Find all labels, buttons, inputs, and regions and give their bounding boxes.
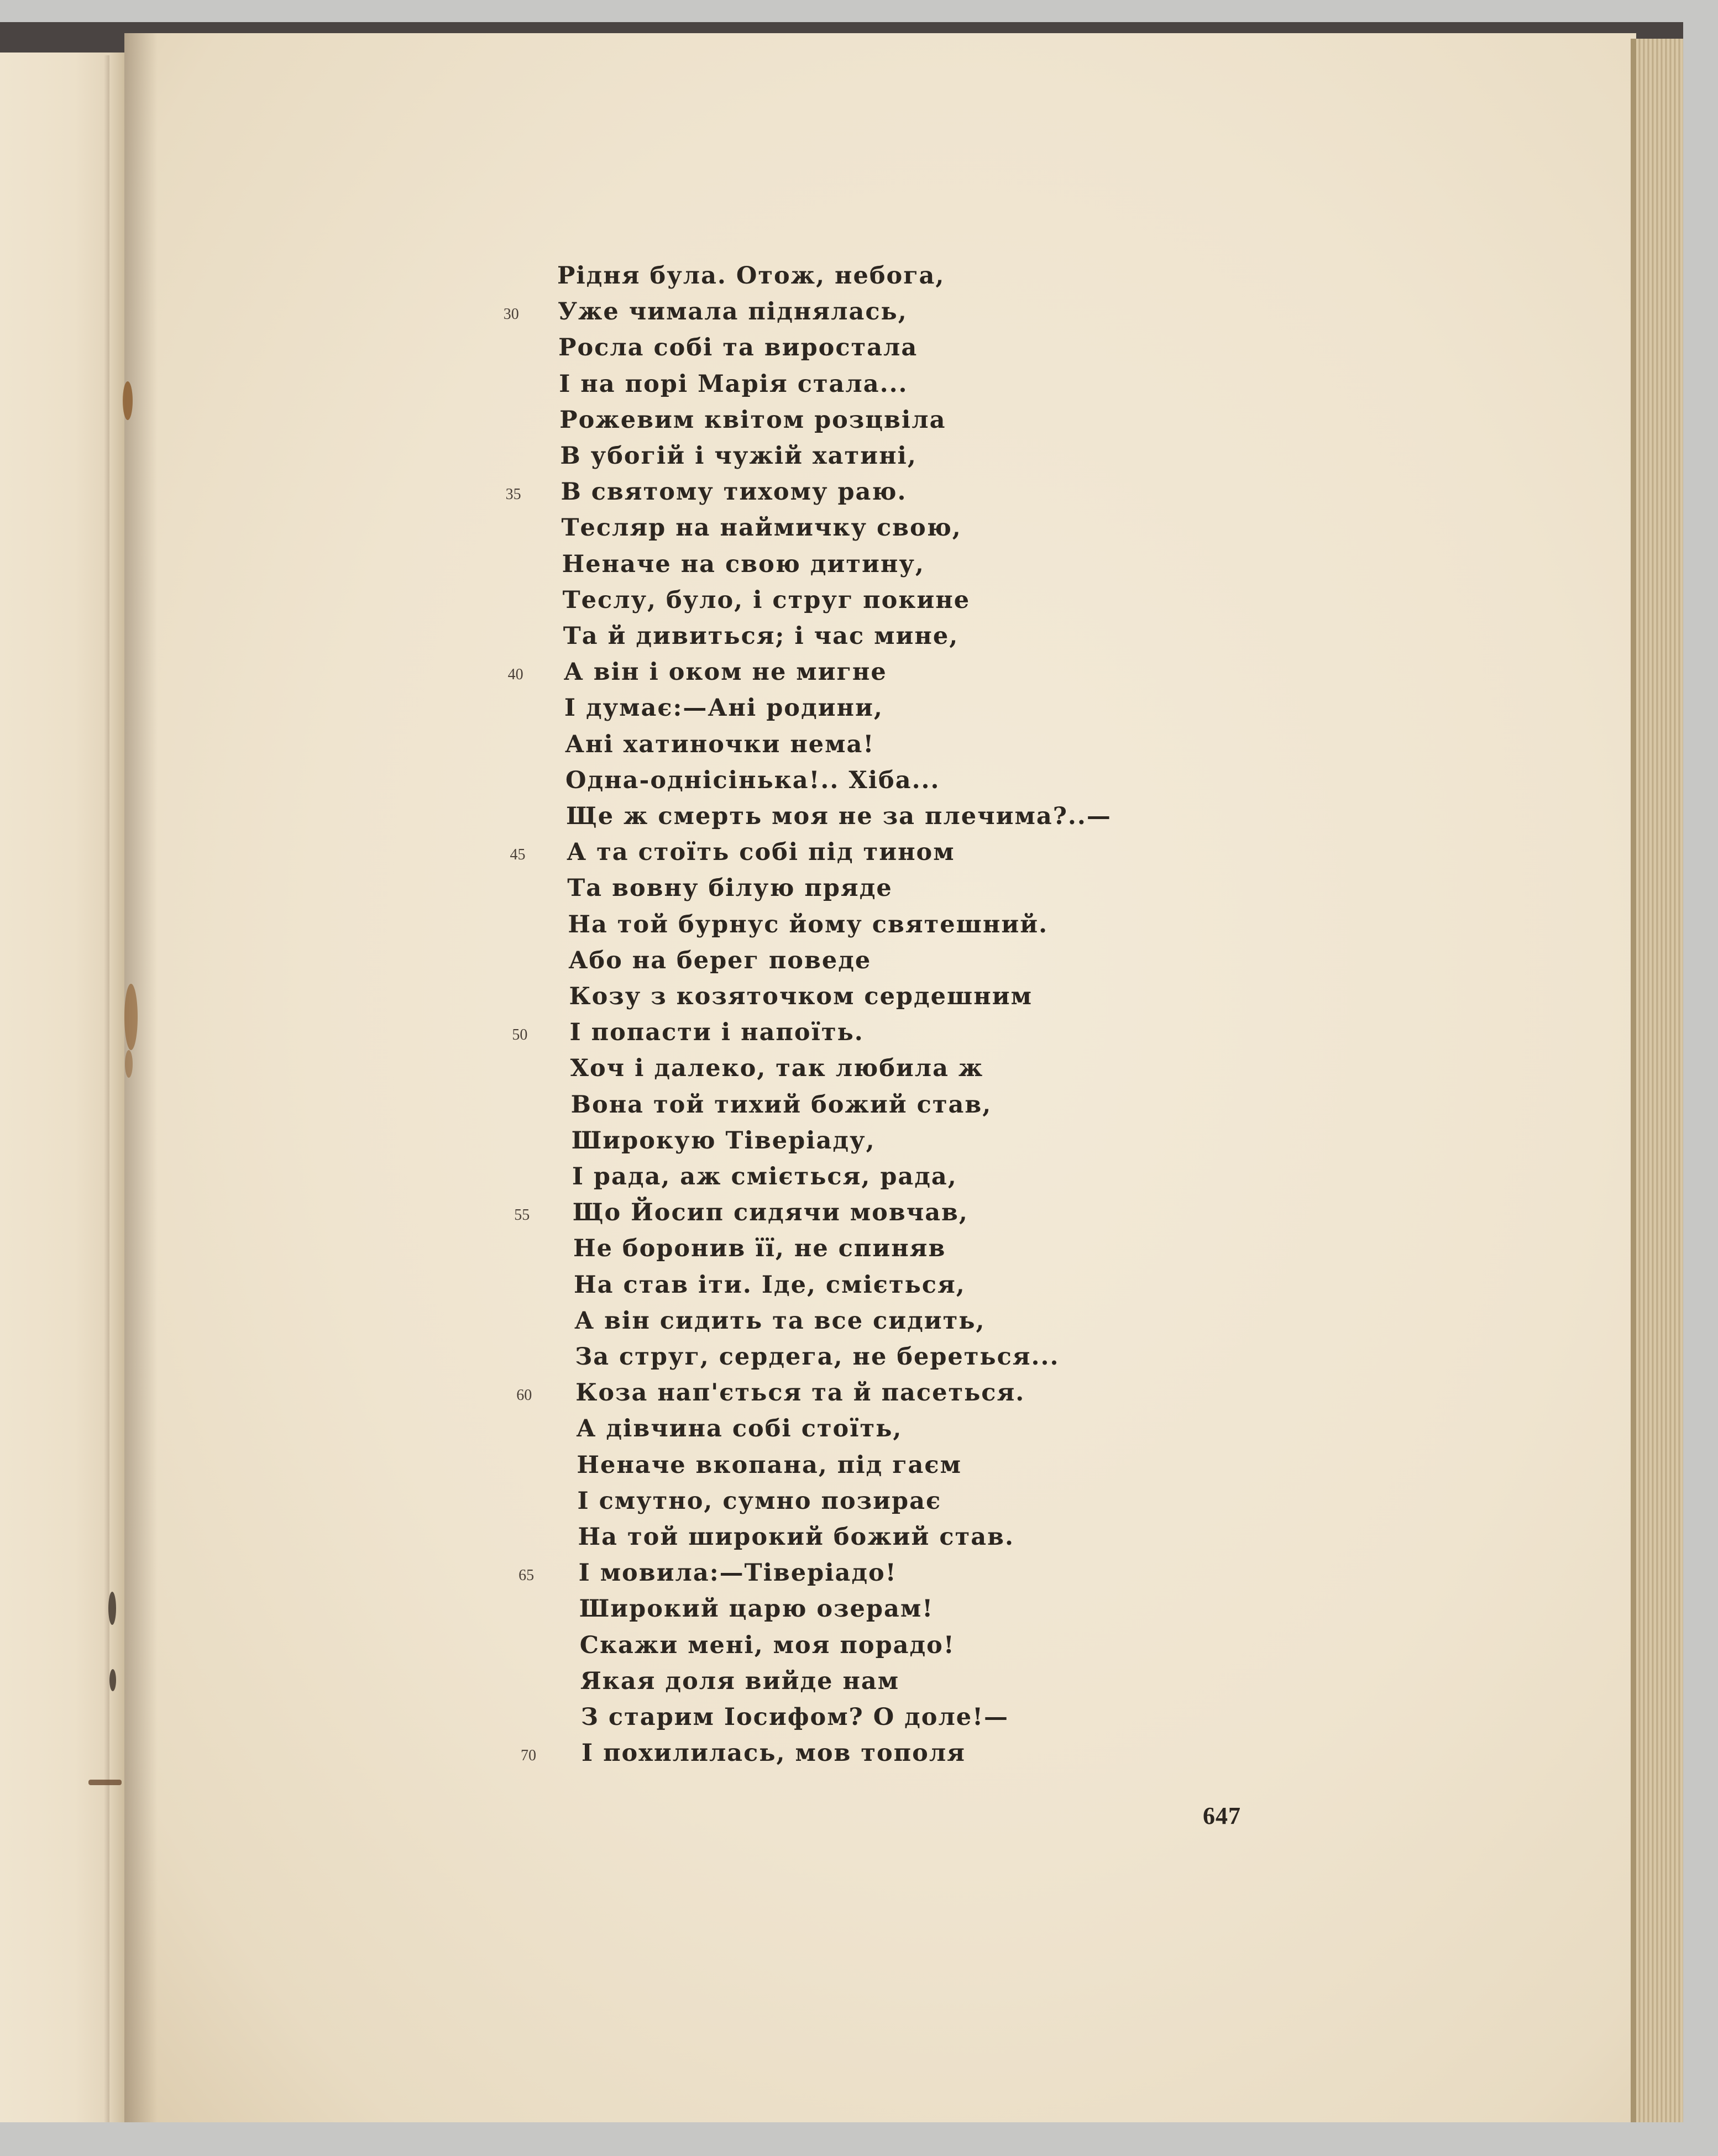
line-number: 50 [512, 1026, 528, 1044]
poem-line: І на порі Марія стала... [559, 370, 908, 398]
poem-line: В святому тихому раю. [561, 478, 907, 506]
line-number: 35 [505, 486, 521, 503]
poem-line: А він і оком не мигне [563, 658, 887, 686]
poem-line: А він сидить та все сидить, [574, 1307, 986, 1335]
poem-line: Широкий царю озерам! [579, 1595, 934, 1623]
poem-line: Козу з козяточком сердешним [569, 983, 1033, 1010]
page-number: 647 [1203, 1802, 1241, 1829]
poem-line: В убогій і чужій хатині, [560, 442, 917, 470]
poem-line: І попасти і напоїть. [569, 1019, 864, 1047]
poem-line: Та вовну білую пряде [567, 874, 893, 903]
poem-line: І мовила:—Тіверіадо! [578, 1559, 897, 1587]
poem-line: Не боронив її, не спиняв [573, 1235, 946, 1263]
poem-line: Рожевим квітом розцвіла [559, 406, 946, 434]
poem-line: На став іти. Іде, сміється, [574, 1271, 966, 1299]
poem-line: Одна-однісінька!.. Хіба... [565, 766, 940, 794]
poem-line: І похилилась, мов тополя [582, 1739, 966, 1767]
poem-line: Що Йосип сидячи мовчав, [572, 1199, 968, 1227]
poem-line: Коза нап'ється та й пасеться. [575, 1379, 1025, 1407]
poem-line: На той широкий божий став. [578, 1523, 1014, 1551]
poem-line: Хоч і далеко, так любила ж [570, 1055, 984, 1083]
poem-line: З старим Іосифом? О доле!— [580, 1703, 1009, 1731]
line-number: 55 [514, 1206, 530, 1224]
poem-line: На той бурнус йому святешний. [568, 910, 1049, 938]
poem-line: Або на берег поведе [568, 946, 872, 974]
poem-line: Уже чимала піднялась, [558, 298, 908, 326]
poem-line: Якая доля вийде нам [580, 1667, 900, 1695]
poem-line: Теслу, було, і струг покине [562, 586, 971, 614]
poem-line: За струг, сердега, не береться... [575, 1343, 1060, 1371]
line-number: 30 [503, 306, 519, 323]
line-number: 65 [518, 1567, 535, 1585]
poem-line: Ще ж смерть моя не за плечима?..— [566, 802, 1112, 830]
line-number: 60 [516, 1387, 532, 1404]
poem-line: Та й дивиться; і час мине, [563, 622, 959, 650]
line-number: 70 [521, 1747, 536, 1765]
poem-line: Ані хатиночки нема! [564, 730, 875, 758]
poem-line: А та стоїть собі під тином [567, 838, 955, 867]
poem-line: І думає:—Ані родини, [564, 694, 883, 722]
poem-line: Рідня була. Отож, небога, [557, 262, 945, 290]
poem-line: Широкую Тіверіаду, [571, 1126, 876, 1155]
poem-line: Росла собі та виростала [558, 334, 918, 362]
line-number: 40 [507, 666, 523, 684]
poem-line: Скажи мені, моя порадо! [579, 1631, 955, 1659]
poem-line: Неначе вкопана, під гаєм [577, 1451, 962, 1479]
poem-line: Вона той тихий божий став, [570, 1090, 992, 1119]
line-number: 45 [510, 846, 526, 864]
poem-line: І рада, аж сміється, рада, [572, 1163, 957, 1190]
poem-line: І смутно, сумно позирає [577, 1487, 942, 1515]
poem-line: А дівчина собі стоїть, [576, 1415, 903, 1443]
poem-line: Тесляр на наймичку свою, [561, 514, 962, 542]
poem-line: Неначе на свою дитину, [562, 550, 925, 578]
